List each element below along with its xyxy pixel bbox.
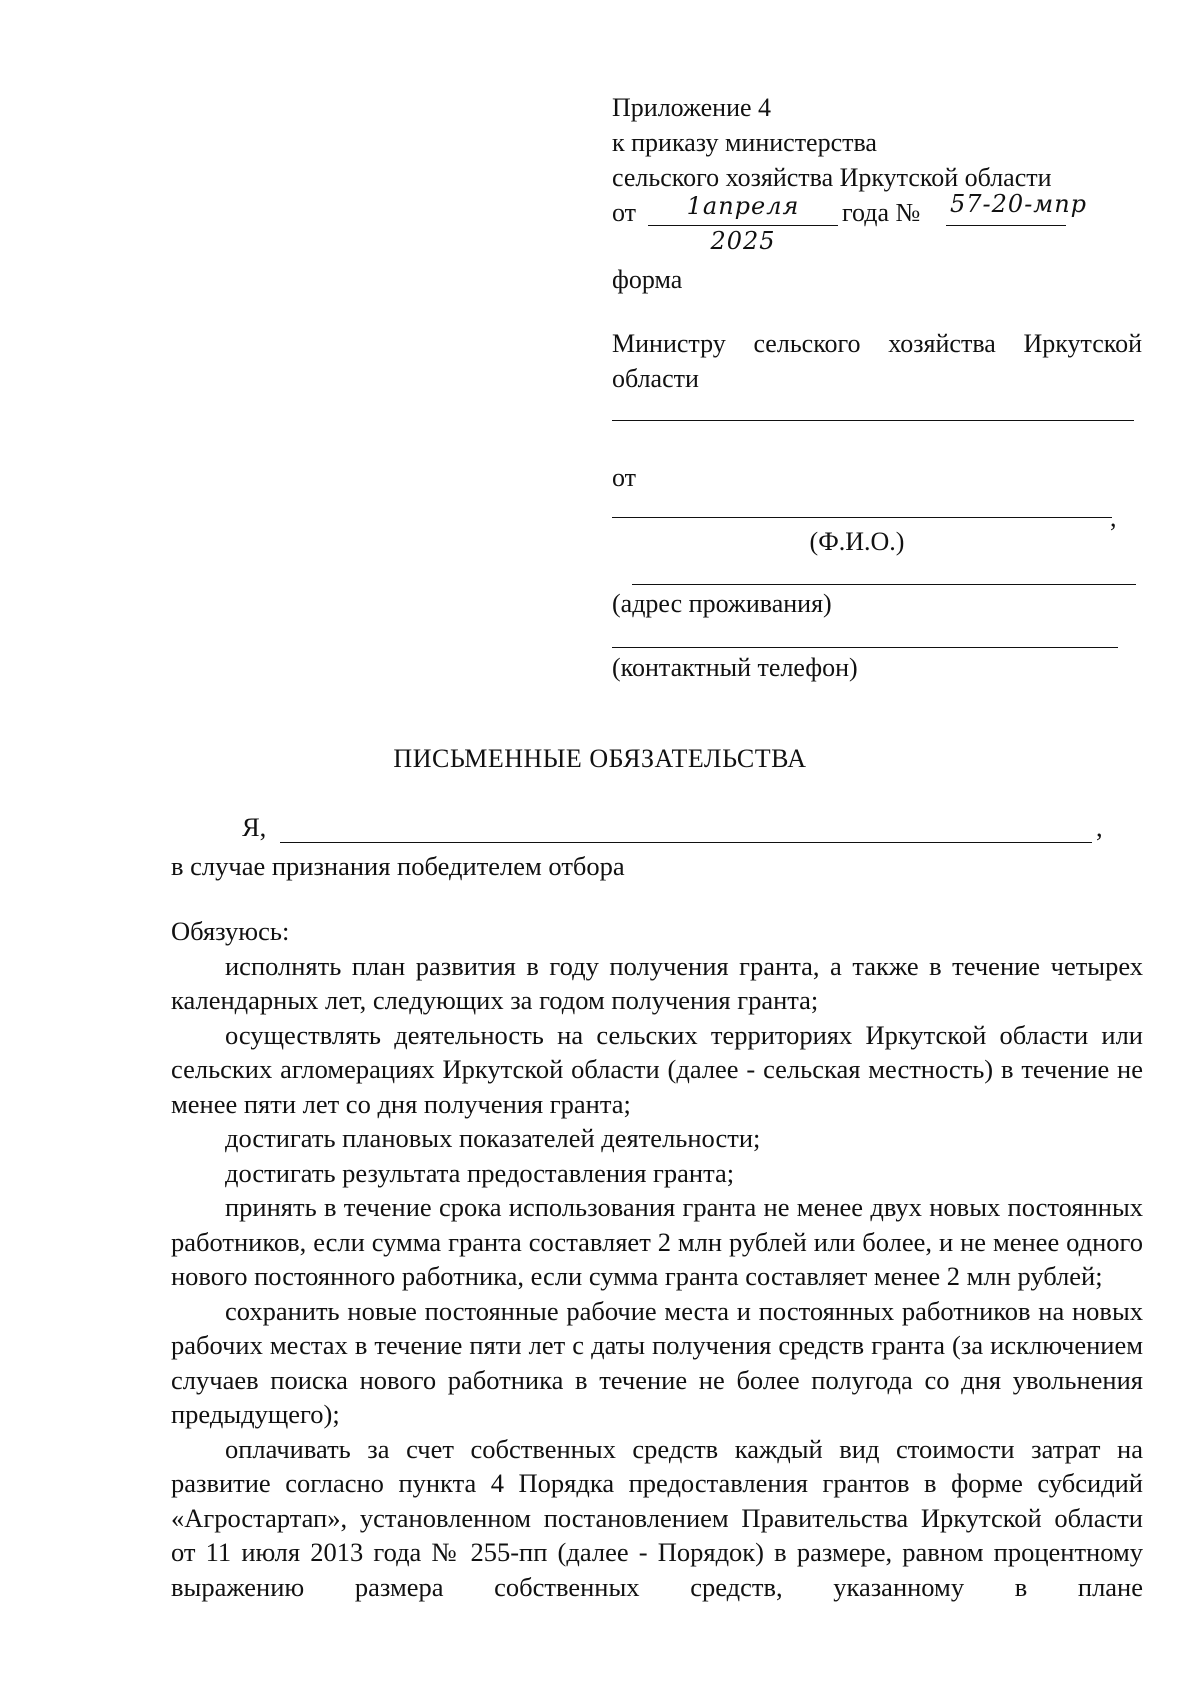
address-label: (адрес проживания) [612,589,832,618]
phone-blank-line [612,647,1118,648]
ministry-label: сельского хозяйства Иркутской области [612,163,1052,192]
declarant-comma: , [1096,812,1103,842]
phone-label: (контактный телефон) [612,653,858,682]
from-label: от [612,463,637,492]
oblige-heading: Обязуюсь: [171,916,290,946]
addressee-block [612,326,1142,396]
winner-line: в случае признания победителем отбора [171,851,625,881]
fio-label: (Ф.И.О.) [809,527,905,556]
obligation-paragraph: оплачивать за счет собственных средств каждый вид стоимости затрат на развитие согласно пункта 4 Порядка предоставления грантов в форме субсидий «Агростартап», установленном постановлением Правительства Иркутской области от 11 июля 2013 года № 255-пп (далее - Порядок) в размере, равном процентному выражению размера собственных средств, указанному в плане [171,1433,1143,1602]
fio-comma: , [1110,503,1117,532]
order-label: к приказу министерства [612,128,877,157]
date-prefix: от [612,198,637,227]
appendix-header [612,90,1142,255]
addressee-blank-line [612,420,1134,421]
declarant-blank-line [280,842,1092,843]
document-title: ПИСЬМЕННЫЕ ОБЯЗАТЕЛЬСТВА [393,744,807,773]
addressee-line2: области [612,364,699,393]
form-label: форма [612,265,683,294]
obligation-paragraph: сохранить новые постоянные рабочие места и постоянных работников на новых рабочих местах в течение пяти лет с даты получения средств гранта (за исключением случаев поиска нового работника в течение не более полугода со дня увольнения предыдущего); [171,1295,1143,1429]
declarant-row [0,812,1200,848]
fio-blank-line [612,517,1112,518]
order-date-row [612,190,1142,255]
obligation-paragraph: достигать плановых показателей деятельности; [225,1123,761,1153]
appendix-label: Приложение 4 [612,93,772,122]
obligation-paragraph: исполнять план развития в году получения гранта, а также в течение четырех календарных лет, следующих за годом получения гранта; [171,950,1143,1015]
obligations-body [171,914,1143,1604]
addressee-line1: Министру сельского хозяйства Иркутской [612,329,1142,358]
obligation-paragraph: принять в течение срока использования гранта не менее двух новых постоянных работников, если сумма гранта составляет 2 млн рублей или более, и не менее одного нового постоянного работника, если сумма гранта составляет менее 2 млн рублей; [171,1192,1143,1291]
date-underline [648,225,838,226]
handwritten-date: 1апреля 2025 [686,192,800,255]
obligation-paragraph: достигать результата предоставления гранта; [225,1157,735,1188]
address-blank-line [632,584,1136,585]
number-underline [946,225,1066,226]
ya-label: Я, [242,812,267,842]
handwritten-number: 57-20-мпр [950,190,1088,218]
obligation-paragraph: осуществлять деятельность на сельских территориях Иркутской области или сельских агломерациях Иркутской области (далее - сельская местность) в течение не менее пяти лет со дня получения гранта; [171,1019,1143,1119]
year-label: года № [842,198,921,227]
